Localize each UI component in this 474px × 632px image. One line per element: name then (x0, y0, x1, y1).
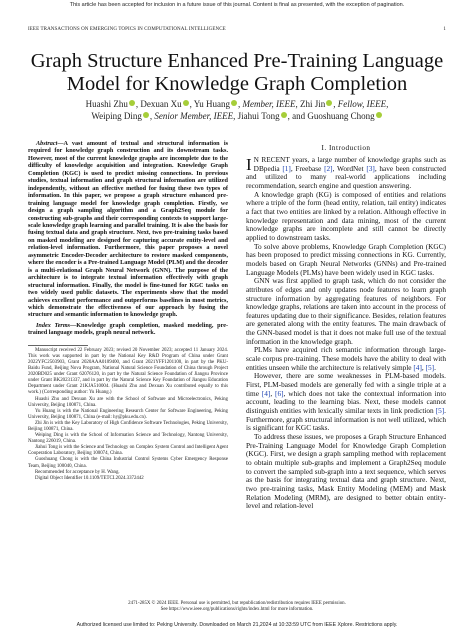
orcid-icon[interactable] (143, 112, 149, 118)
orcid-icon[interactable] (326, 100, 332, 106)
text-run: , WordNet (332, 163, 367, 173)
author-name: Weiping Ding (91, 111, 142, 121)
text-run: , Freebase (290, 163, 325, 173)
intro-paragraph (246, 156, 446, 191)
index-terms-text: —Knowledge graph completion, masked modeling, pre-trained language models, graph neural network. (28, 321, 228, 337)
orcid-icon[interactable] (129, 100, 135, 106)
footnotes (28, 345, 228, 482)
intro-paragraph (246, 346, 446, 372)
author-name: , Dexuan Xu (135, 99, 182, 109)
license-banner: Authorized licensed use limited to: Peking University. Downloaded on March 21,2024 at 10:33:59 UTC from IEEE Xplore. Restrictions apply. (76, 622, 398, 628)
abstract (28, 140, 228, 319)
section-heading: I. Introduction (321, 144, 371, 152)
author-name: , Yu Huang (189, 99, 231, 109)
citation-link[interactable]: [5] (435, 406, 445, 416)
copyright-line: 2471-285X © 2024 IEEE. Personal use is permitted, but republication/redistribution requires IEEE permission. (128, 601, 346, 606)
copyright-line: See https://www.ieee.org/publications/rights/index.html for more information. (160, 607, 314, 612)
text-run: PLMs have acquired rich semantic information through large-scale corpus pre-training. These models have the ability to deal with entities unseen while the architecture is relatively simple (246, 345, 446, 372)
text-run: N RECENT years, a large number of knowledge graphs such as DBpedia (253, 155, 446, 173)
footnote: Huashi Zhu and Dexuan Xu are with the School of Software and Microelectronics, Peking University, Beijing 100871, China. (28, 396, 228, 408)
text-run: , (270, 388, 276, 398)
intro-paragraph: To solve above problems, Knowledge Graph Completion (KGC) has been proposed to predict missing connections in KG. Currently, models based on Graph Neural Networks (GNNs) and Pre-trained Language Models (PLMs) have been widely used in KGC tasks. (246, 241, 446, 277)
citation-link[interactable]: [6] (275, 388, 284, 398)
text-run: , which does not take the contextual information into account, leading to the learning bias. Next, these models cannot distinguish entities with lexically similar texts in link prediction (246, 388, 446, 416)
running-head (28, 27, 446, 35)
footnote: Jiahui Tong is with the Science and Technology on Complex System Control and Intelligent Agent Cooperation Laboratory, Beijing 100074, China. (28, 445, 228, 457)
text-run: However, there are some weaknesses in PLM-based models. First, PLM-based models are generally fed with a single triple at a time (246, 371, 446, 398)
text-run: , (421, 362, 426, 372)
author-line-2 (40, 110, 434, 122)
orcid-icon[interactable] (281, 112, 287, 118)
author-list (40, 98, 434, 122)
page-number: 1 (443, 27, 446, 32)
footnote: Zhi Jin is with the Key Laboratory of High Confidence Software Technologies, Peking University, Beijing 100871, China. (28, 420, 228, 432)
intro-paragraph (246, 372, 446, 433)
footnote: Manuscript received 22 February 2023; revised 20 November 2023; accepted 11 January 2024. This work was supported in part by the National Key R&D Program of China under Grant 2022YFC2503903, Grant 2020AAA0109400, and Grant 2021YFF1201100, in part by the PKU-Baidu Fund, Beijing Nova Program, National Natural Science Foundation of China through Project 2020BD025 under Grant 62076120, in part by the Natural Science Foundation of Jiangsu Province under Grant BK20231337, and in part by the Natural Science Key Foundation of Jiangsu Education Department under Grant 21KJA510004. (Huashi Zhu and Dexuan Xu contributed equally to this work.) (Corresponding author: Yu Huang.) (28, 347, 228, 396)
intro-paragraph: To address these issues, we proposes a Graph Structure Enhanced Pre-Training Language Model for Knowledge Graph Completion (KGC). First, we design a graph sampling method with replacement to obtain multiple sub-graphs and implement a Graph2Seq module to convert the sampled sub-graph into a text sequence, which serves as the basis for integrating textual data and graph structure. Next, two pre-training tasks, Mask Entity Modeling (MEM) and Mask Relation Modeling (MRM), are designed to better obtain entity-level and relation-level (246, 432, 446, 511)
index-terms (28, 322, 228, 337)
author-affiliation-grade: , Member, IEEE (238, 99, 296, 109)
citation-link[interactable]: [4] (413, 362, 422, 372)
citation-link[interactable]: [5] (425, 362, 435, 372)
orcid-icon[interactable] (231, 100, 237, 106)
abstract-lead: Abstract (36, 140, 58, 147)
copyright-notice (0, 601, 474, 613)
text-run: . Furthermore, graph structural information is not well utilized, which is significant for KGC tasks. (246, 406, 446, 433)
footnote: Digital Object Identifier 10.1109/TETCI.2024.3372442 (35, 475, 144, 481)
footnote-rule (28, 345, 88, 346)
footnote: Yu Huang is with the National Engineering Research Center for Software Engineering, Peking University, Beijing 100871, China (e-mail: hy@pku.edu.cn). (28, 408, 228, 420)
intro-paragraph: A knowledge graph (KG) is composed of entities and relations where a triple of the form (head entity, relation, tail entity) indicates a fact that two entities are linked by a relation. Although effective in knowledge representation and data mining, most of the current knowledge graphs are incomplete and still cannot be directly applied to downstream tasks. (246, 189, 446, 242)
paper-title: Graph Structure Enhanced Pre-Training Language Model for Knowledge Graph Completion (30, 50, 444, 95)
author-name: , and Guoshuang Chong (287, 111, 375, 121)
intro-paragraph: GNN was first applied to graph task, which do not consider the attributes of edges and only updates node features to learn graph structure information by aggregating features of neighbors. For knowledge graphs, relations are taken into account in the process of features updating due to their significance. Besides, relation features are generated along with the entity features. The main drawback of the GNN-based model is that it does not make full use of the textual information in the knowledge graph. (246, 276, 446, 346)
text-run: , have been constructed and utilized to many real-world applications including recommendation, search engine and question answering. (246, 163, 446, 190)
citation-link[interactable]: [4] (261, 388, 271, 398)
acceptance-banner: This article has been accepted for inclusion in a future issue of this journal. Content is final as presented, with the exception of pagination. (69, 2, 405, 8)
author-affiliation-grade: , Senior Member, IEEE (149, 111, 234, 121)
citation-link[interactable]: [2] (324, 163, 333, 173)
author-line-1 (40, 98, 434, 110)
footnote: Guoshuang Chong is with the China Industrial Control Systems Cyber Emergency Response Team, Beijing 100040, China. (28, 457, 228, 469)
left-column (28, 140, 228, 598)
index-terms-lead: Index Terms (36, 321, 71, 329)
citation-link[interactable]: [1] (282, 163, 291, 173)
text-run: . (434, 362, 436, 372)
author-name: , Jiahui Tong (233, 111, 280, 121)
author-name: , Zhi Jin (295, 99, 326, 109)
footnote: Weiping Ding is with the School of Information Science and Technology, Nantong University, Nantong 226019, China. (28, 433, 228, 445)
journal-name: IEEE TRANSACTIONS ON EMERGING TOPICS IN COMPUTATIONAL INTELLIGENCE (28, 27, 226, 32)
orcid-icon[interactable] (183, 100, 189, 106)
author-affiliation-grade: , Fellow, IEEE, (333, 99, 389, 109)
drop-cap: I (246, 155, 252, 174)
abstract-text: —A vast amount of textual and structural information is required for knowledge graph construction and its downstream tasks. However, most of the current knowledge graphs are incomplete due to the difficulty of knowledge acquisition and integration. Knowledge Graph Completion (KGC) is used to predict missing connections. In previous studies, textual information and graph structural information are utilized independently, without an effective method for fusing these two types of information. In this paper, we propose a graph structure enhanced pre-training language model for knowledge graph completion. Firstly, we design a graph sampling algorithm and a Graph2Seq module for constructing sub-graphs and their corresponding contexts to support large-scale knowledge graph learning and parallel training. It is also the basis for fusing textual data and graph structure. Next, two pre-training tasks based on masked modeling are designed for capturing accurate entity-level and relation-level information. Furthermore, this paper proposes a novel asymmetric Encoder-Decoder architecture to restore masked components, where the encoder is a Pre-trained Language Model (PLM) and the decoder is a multi-relational Graph Neural Network (GNN). The purpose of the architecture is to integrate textual information effectively with graph structural information. Finally, the model is fine-tuned for KGC tasks on two widely used public datasets. The experiments show that the model achieves excellent performance and outperforms baselines in most metrics, which demonstrate the effectiveness of our approach by fusing the structure and semantic information to knowledge graph. (28, 140, 228, 319)
orcid-icon[interactable] (376, 112, 382, 118)
footnote: Recommended for acceptance by H. Wang. (35, 469, 120, 475)
author-name: Huashi Zhu (85, 99, 128, 109)
citation-link[interactable]: [3] (366, 163, 375, 173)
right-column (246, 140, 446, 592)
